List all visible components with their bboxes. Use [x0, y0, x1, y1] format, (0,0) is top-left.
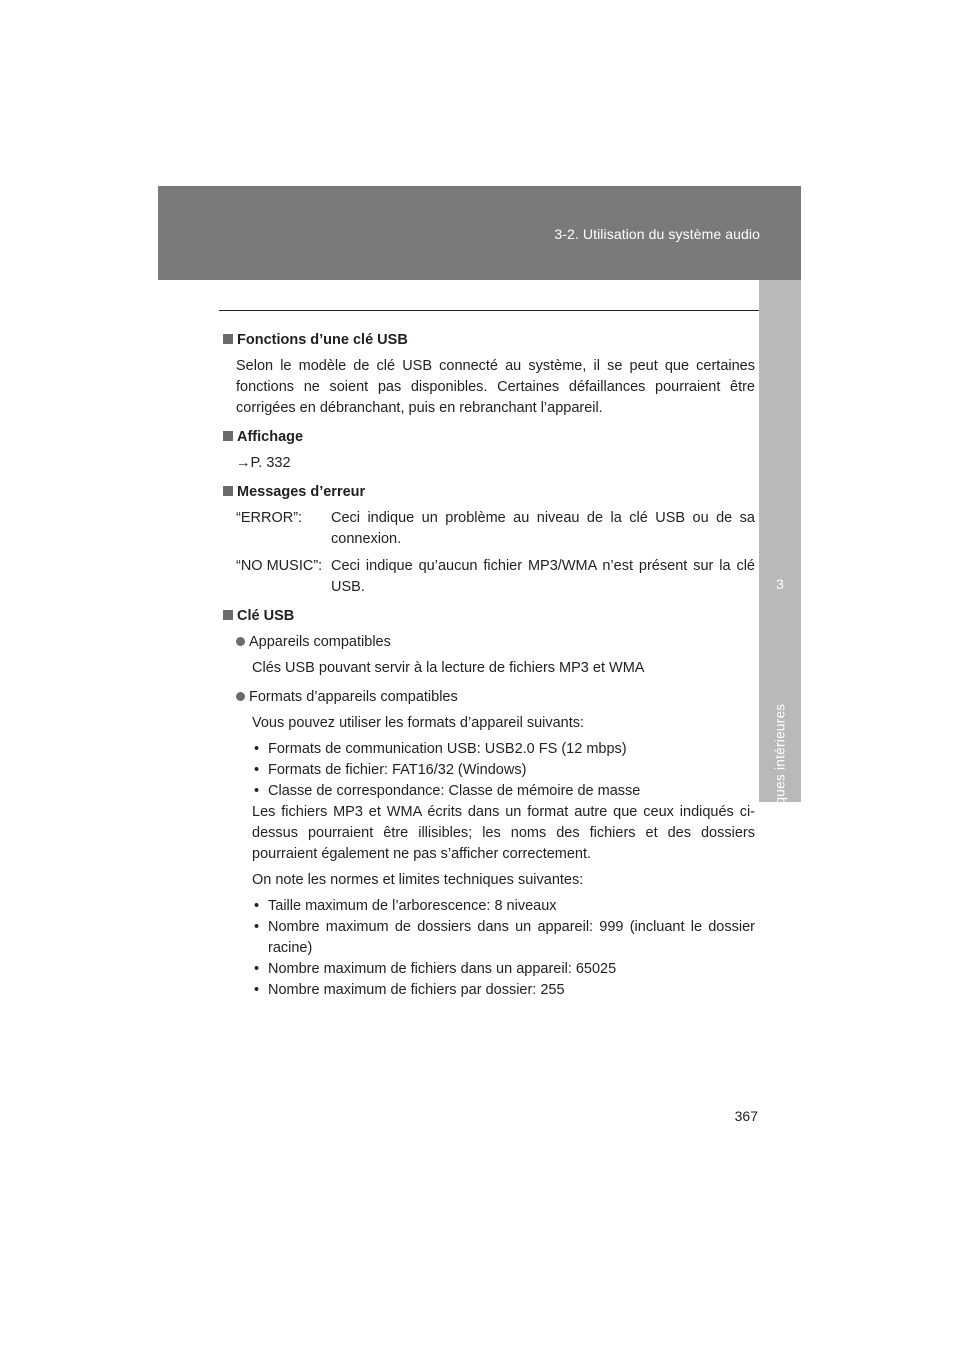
heading-text: Messages d’erreur [237, 484, 366, 500]
header-band [158, 186, 801, 280]
subheading-compatible-devices [223, 632, 755, 653]
list-item: • Taille maximum de l’arborescence: 8 niveaux [223, 896, 755, 917]
heading-display [223, 427, 755, 448]
usb-functions-text: Selon le modèle de clé USB connecté au système, il se peut que certaines fonctions ne soient pas disponibles. Certaines défaillances pourraient être corrigées en débranchant, puis en rebranchant l’appareil. [236, 358, 755, 416]
chapter-number: 3 [776, 576, 784, 592]
page-reference-link[interactable]: →P. 332 [236, 455, 291, 471]
page-content [223, 330, 755, 1001]
circle-bullet-icon [236, 692, 245, 701]
section-title: 3-2. Utilisation du système audio [554, 226, 760, 242]
square-bullet-icon [223, 334, 233, 344]
list-item: • Nombre maximum de fichiers dans un appareil: 65025 [223, 959, 755, 980]
list-item: • Nombre maximum de fichiers par dossier: 255 [223, 980, 755, 1001]
list-item: • Formats de fichier: FAT16/32 (Windows) [223, 760, 755, 781]
error-code: “ERROR”: [236, 510, 303, 526]
subheading-text: Appareils compatibles [249, 634, 391, 650]
heading-error-messages [223, 482, 755, 503]
chapter-label: Caractéristiques intérieures [772, 703, 788, 877]
square-bullet-icon [223, 431, 233, 441]
heading-text: Affichage [237, 429, 304, 445]
chapter-side-tab [759, 280, 801, 877]
heading-usb-functions [223, 330, 755, 351]
formats-note: Les fichiers MP3 et WMA écrits dans un format autre que ceux indiqués ci-dessus pourraient être illisibles; les noms des fichiers et des dossiers pourraient également ne pas s’afficher correctement. [252, 804, 755, 862]
error-item [223, 508, 755, 550]
page-number: 367 [734, 1108, 758, 1124]
heading-text: Fonctions d’une clé USB [237, 332, 408, 348]
error-item [223, 556, 755, 598]
list-item: • Nombre maximum de dossiers dans un appareil: 999 (incluant le dossier racine) [223, 917, 755, 959]
limits-intro: On note les normes et limites techniques suivantes: [252, 872, 584, 888]
error-description: Ceci indique qu’aucun fichier MP3/WMA n’est présent sur la clé USB. [331, 558, 755, 595]
subheading-text: Formats d’appareils compatibles [249, 689, 458, 705]
compatible-devices-text: Clés USB pouvant servir à la lecture de fichiers MP3 et WMA [252, 660, 645, 676]
error-code: “NO MUSIC”: [236, 558, 323, 574]
heading-usb-key [223, 606, 755, 627]
error-description: Ceci indique un problème au niveau de la clé USB ou de sa connexion. [331, 510, 755, 547]
square-bullet-icon [223, 610, 233, 620]
heading-text: Clé USB [237, 608, 295, 624]
divider-rule [219, 310, 759, 311]
subheading-compatible-formats [223, 687, 755, 708]
square-bullet-icon [223, 486, 233, 496]
formats-intro: Vous pouvez utiliser les formats d’appareil suivants: [252, 715, 585, 731]
circle-bullet-icon [236, 637, 245, 646]
list-item: • Classe de correspondance: Classe de mémoire de masse [223, 781, 755, 802]
list-item: • Formats de communication USB: USB2.0 FS (12 mbps) [223, 739, 755, 760]
